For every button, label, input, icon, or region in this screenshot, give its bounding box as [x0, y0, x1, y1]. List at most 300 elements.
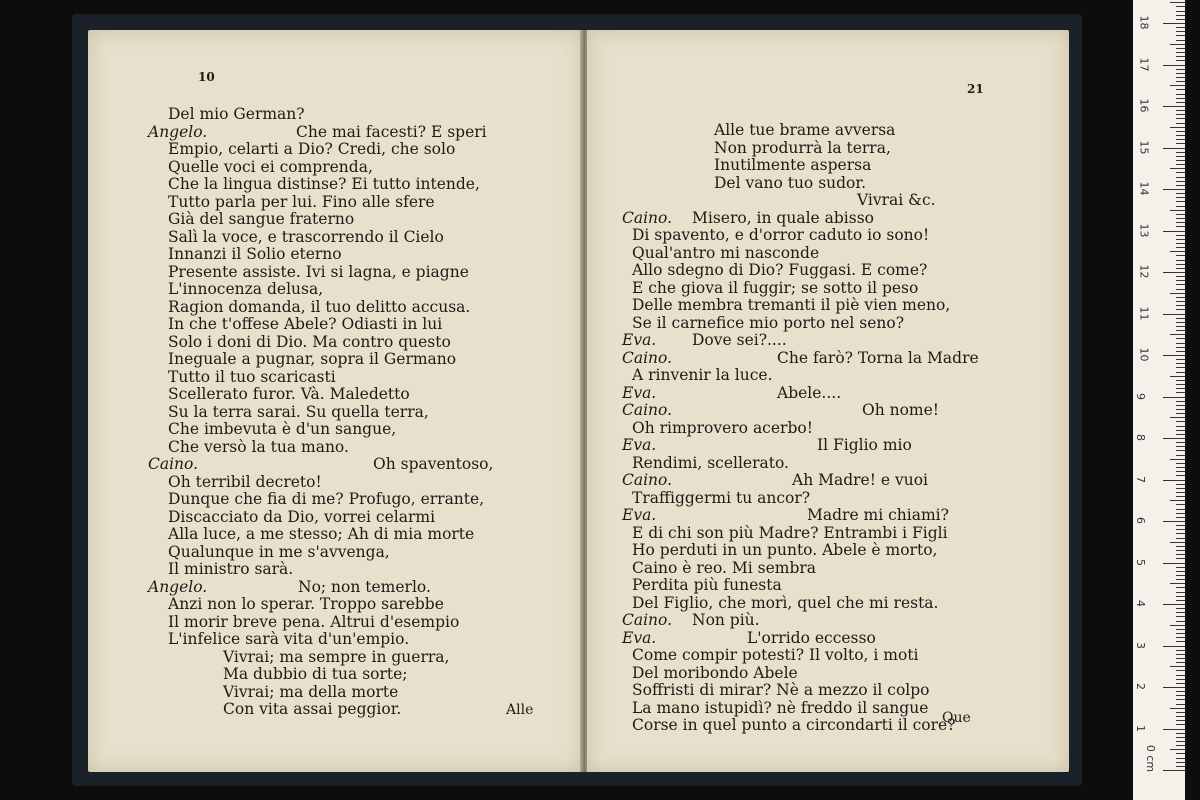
ruler-tick	[1176, 745, 1185, 746]
ruler-tick	[1176, 550, 1185, 551]
ruler-tick	[1176, 426, 1185, 427]
line-text: Non più.	[692, 611, 760, 629]
text-line	[622, 420, 1062, 438]
ruler-tick	[1176, 558, 1185, 559]
ruler-tick	[1170, 251, 1185, 252]
text-line	[622, 437, 1062, 455]
line-text: E di chi son più Madre? Entrambi i Figli	[632, 523, 948, 542]
ruler-tick	[1176, 201, 1185, 202]
line-text: Con vita assai peggior.	[223, 700, 402, 718]
ruler-tick	[1176, 359, 1185, 360]
ruler-tick	[1176, 762, 1185, 763]
ruler-tick	[1176, 110, 1185, 111]
line-text: Ragion domanda, il tuo delitto accusa.	[168, 297, 471, 316]
ruler-number: 17	[1137, 57, 1151, 71]
text-line	[622, 297, 1062, 315]
ruler-number: 15	[1137, 140, 1151, 154]
ruler-tick	[1176, 596, 1185, 597]
ruler-tick	[1176, 123, 1185, 124]
ruler-tick	[1176, 517, 1185, 518]
ruler-tick	[1163, 397, 1185, 398]
line-text: Ho perduti in un punto. Abele è morto,	[632, 541, 938, 559]
ruler-number: 1	[1134, 724, 1147, 732]
ruler-tick	[1176, 6, 1185, 7]
text-line	[168, 596, 628, 614]
line-text: Come compir potesti? Il volto, i moti	[632, 646, 919, 664]
ruler-tick	[1176, 538, 1185, 539]
ruler-tick	[1176, 475, 1185, 476]
speaker-name: Caino.	[622, 348, 673, 367]
ruler-tick	[1176, 450, 1185, 451]
ruler-tick	[1176, 367, 1185, 368]
ruler-tick	[1176, 533, 1185, 534]
line-text: Che la lingua distinse? Ei tutto intende,	[168, 175, 480, 193]
line-text: Traffiggermi tu ancor?	[632, 488, 811, 507]
ruler-tick	[1170, 210, 1185, 211]
ruler-tick	[1163, 480, 1185, 481]
ruler-number: 11	[1137, 306, 1151, 320]
ruler-tick	[1176, 546, 1185, 547]
ruler-tick	[1176, 143, 1185, 144]
ruler-tick	[1176, 587, 1185, 588]
ruler-tick	[1176, 695, 1185, 696]
text-line	[622, 717, 1062, 735]
ruler-tick	[1176, 330, 1185, 331]
ruler-tick	[1176, 409, 1185, 410]
text-line	[148, 577, 628, 597]
text-line	[148, 455, 628, 474]
ruler-tick	[1176, 11, 1185, 12]
ruler-tick	[1176, 600, 1185, 601]
line-text: Quelle voci ei comprenda,	[168, 157, 373, 176]
line-text: Ah Madre! e vuoi	[792, 471, 929, 489]
text-line	[168, 264, 628, 282]
speaker-name: Angelo.	[148, 122, 208, 141]
ruler-number: 6	[1134, 517, 1147, 524]
ruler-tick	[1176, 654, 1185, 655]
text-line	[622, 280, 1062, 298]
text-line	[622, 157, 1062, 175]
ruler-tick	[1176, 471, 1185, 472]
ruler-tick	[1176, 156, 1185, 157]
ruler-tick	[1176, 118, 1185, 119]
ruler-tick	[1176, 608, 1185, 609]
ruler-tick	[1176, 172, 1185, 173]
speaker-name: Eva.	[622, 506, 657, 524]
ruler-tick	[1176, 641, 1185, 642]
ruler-tick	[1163, 106, 1185, 107]
ruler-tick	[1170, 625, 1185, 626]
ruler-tick	[1176, 214, 1185, 215]
line-text: Vivrai; ma sempre in guerra,	[223, 647, 450, 666]
text-line	[622, 472, 1062, 490]
ruler-tick	[1176, 193, 1185, 194]
line-text: L'orrido eccesso	[747, 628, 876, 647]
line-text: Scellerato furor. Và. Maledetto	[168, 385, 410, 403]
text-line	[168, 106, 628, 124]
text-line	[168, 649, 628, 667]
ruler-tick	[1176, 455, 1185, 456]
ruler-tick	[1176, 89, 1185, 90]
line-text: Del mio German?	[168, 105, 305, 123]
speaker-name: Caino.	[622, 611, 673, 629]
line-text: Misero, in quale abisso	[692, 208, 874, 227]
ruler-number: 16	[1137, 98, 1151, 113]
ruler-tick	[1176, 413, 1185, 414]
line-text: No; non temerlo.	[298, 577, 431, 596]
text-line	[622, 315, 1062, 333]
line-text: Già del sangue fraterno	[168, 210, 355, 228]
ruler-tick	[1176, 567, 1185, 568]
speaker-name: Caino.	[148, 455, 199, 473]
text-line	[622, 350, 1062, 368]
ruler-tick	[1176, 69, 1185, 70]
line-text: Qual'antro mi nasconde	[632, 243, 820, 262]
speaker-name: Angelo.	[148, 577, 208, 596]
ruler-tick	[1170, 293, 1185, 294]
ruler-number: 18	[1137, 15, 1151, 30]
ruler-tick	[1176, 575, 1185, 576]
ruler-tick	[1163, 604, 1185, 605]
ruler-tick	[1176, 741, 1185, 742]
line-text: Alle tue brame avversa	[714, 121, 896, 139]
ruler-tick	[1163, 65, 1185, 66]
line-text: Solo i doni di Dio. Ma contro questo	[168, 332, 451, 351]
ruler-tick	[1176, 496, 1185, 497]
ruler-tick	[1176, 691, 1185, 692]
ruler-tick	[1176, 724, 1185, 725]
ruler-tick	[1163, 355, 1185, 356]
ruler-tick	[1176, 612, 1185, 613]
ruler-tick	[1176, 616, 1185, 617]
ruler-number: 13	[1137, 223, 1151, 237]
line-text: Che farò? Torna la Madre	[777, 348, 979, 367]
ruler-tick	[1176, 235, 1185, 236]
line-text: Oh nome!	[862, 401, 940, 419]
line-text: Vivrai; ma della morte	[223, 682, 399, 701]
line-text: Oh terribil decreto!	[168, 472, 322, 491]
ruler-tick	[1163, 272, 1185, 273]
ruler-tick	[1176, 579, 1185, 580]
ruler-number: 7	[1134, 475, 1147, 483]
text-line	[168, 229, 628, 247]
speaker-name: Caino.	[622, 471, 673, 489]
ruler-tick	[1176, 766, 1185, 767]
ruler-tick	[1176, 372, 1185, 373]
ruler-tick	[1176, 758, 1185, 759]
ruler-tick	[1176, 434, 1185, 435]
ruler-tick	[1176, 40, 1185, 41]
ruler-tick	[1176, 247, 1185, 248]
text-line	[168, 439, 628, 457]
line-text: Il morir breve pena. Altrui d'esempio	[168, 612, 460, 631]
line-text: Alla luce, a me stesso; Ah di mia morte	[168, 525, 475, 543]
ruler-tick	[1176, 633, 1185, 634]
line-text: Corse in quel punto a circondarti il core?	[632, 716, 956, 734]
text-line	[168, 421, 628, 439]
ruler-tick	[1176, 131, 1185, 132]
ruler-number: 4	[1134, 600, 1147, 607]
text-line	[168, 561, 628, 579]
ruler-tick	[1176, 363, 1185, 364]
text-line	[622, 122, 1062, 140]
ruler-tick	[1170, 44, 1185, 45]
line-text: La mano istupidì? nè freddo il sangue	[632, 698, 929, 717]
line-text: Del Figlio, che morì, quel che mi resta.	[632, 593, 939, 612]
ruler-tick	[1170, 666, 1185, 667]
ruler-tick	[1176, 737, 1185, 738]
ruler-tick	[1176, 73, 1185, 74]
text-line	[622, 490, 1062, 508]
ruler-tick	[1176, 243, 1185, 244]
ruler-tick	[1176, 405, 1185, 406]
line-text: Oh rimprovero acerbo!	[632, 418, 813, 437]
ruler-tick	[1176, 753, 1185, 754]
ruler-tick	[1176, 338, 1185, 339]
text-line	[622, 647, 1062, 665]
ruler-tick	[1176, 160, 1185, 161]
ruler-number: 3	[1134, 641, 1147, 649]
ruler-tick	[1176, 297, 1185, 298]
right-page	[587, 30, 1069, 772]
line-text: Del moribondo Abele	[632, 663, 798, 682]
speaker-name: Eva.	[622, 628, 657, 647]
ruler-tick	[1176, 48, 1185, 49]
line-text: Discacciato da Dio, vorrei celarmi	[168, 507, 436, 526]
line-text: Vivrai &c.	[857, 191, 936, 209]
ruler-number: 9	[1134, 392, 1147, 400]
line-text: Di spavento, e d'orror caduto io sono!	[632, 226, 930, 244]
text-line	[168, 701, 628, 719]
ruler-tick	[1176, 264, 1185, 265]
line-text: Allo sdegno di Dio? Fuggasi. E come?	[632, 261, 928, 279]
ruler-tick	[1176, 343, 1185, 344]
ruler-tick	[1176, 98, 1185, 99]
ruler-tick	[1176, 683, 1185, 684]
line-text: E che giova il fuggir; se sotto il peso	[632, 278, 919, 297]
text-line	[622, 227, 1062, 245]
text-line	[168, 544, 628, 562]
right-text-block	[622, 122, 1062, 735]
page-number-right: 21	[967, 82, 984, 96]
ruler-tick	[1176, 19, 1185, 20]
ruler-tick	[1176, 442, 1185, 443]
page-number-left: 10	[198, 70, 215, 84]
ruler-tick	[1176, 260, 1185, 261]
catchword-left: Alle	[506, 702, 534, 718]
text-line	[148, 122, 628, 142]
ruler-tick	[1176, 164, 1185, 165]
ruler-tick	[1176, 484, 1185, 485]
ruler-tick	[1176, 421, 1185, 422]
ruler-tick	[1176, 218, 1185, 219]
ruler-tick	[1176, 525, 1185, 526]
ruler-tick	[1176, 60, 1185, 61]
line-text: Dunque che fia di me? Profugo, errante,	[168, 490, 485, 508]
ruler-tick	[1176, 326, 1185, 327]
ruler-tick	[1176, 197, 1185, 198]
ruler-tick	[1176, 322, 1185, 323]
line-text: Soffristi di mirar? Nè a mezzo il colpo	[632, 681, 930, 699]
text-line	[622, 630, 1062, 648]
ruler-tick	[1163, 729, 1185, 730]
ruler-tick	[1176, 276, 1185, 277]
ruler-tick	[1163, 189, 1185, 190]
line-text: Madre mi chiami?	[807, 506, 949, 524]
line-text: Non produrrà la terra,	[714, 138, 891, 157]
ruler-tick	[1176, 206, 1185, 207]
text-line	[622, 507, 1062, 525]
ruler-tick	[1176, 384, 1185, 385]
ruler-tick	[1176, 52, 1185, 53]
text-line	[168, 211, 628, 229]
line-text: Che mai facesti? E speri	[296, 122, 487, 141]
line-text: Oh spaventoso,	[373, 455, 494, 473]
ruler-tick	[1163, 563, 1185, 564]
text-line	[622, 682, 1062, 700]
text-line	[168, 316, 628, 334]
text-line	[168, 194, 628, 212]
ruler-tick	[1176, 27, 1185, 28]
text-line	[168, 334, 628, 352]
ruler-tick	[1176, 571, 1185, 572]
ruler-tick	[1176, 670, 1185, 671]
line-text: A rinvenir la luce.	[632, 366, 773, 384]
text-line	[168, 491, 628, 509]
ruler-tick	[1176, 699, 1185, 700]
measuring-ruler	[1133, 0, 1185, 800]
ruler-tick	[1176, 305, 1185, 306]
text-line	[168, 246, 628, 264]
line-text: Qualunque in me s'avvenga,	[168, 542, 390, 561]
ruler-tick	[1163, 231, 1185, 232]
line-text: Empio, celarti a Dio? Credi, che solo	[168, 140, 456, 158]
line-text: Che imbevuta è d'un sangue,	[168, 420, 397, 438]
ruler-tick	[1176, 662, 1185, 663]
text-line	[168, 159, 628, 177]
ruler-number: 14	[1137, 181, 1151, 196]
text-line	[622, 385, 1062, 403]
line-text: Caino è reo. Mi sembra	[632, 558, 817, 577]
text-line	[622, 577, 1062, 595]
speaker-name: Caino.	[622, 401, 673, 419]
ruler-tick	[1176, 318, 1185, 319]
text-line	[622, 210, 1062, 228]
text-line	[168, 666, 628, 684]
ruler-tick	[1176, 509, 1185, 510]
ruler-tick	[1170, 500, 1185, 501]
speaker-name: Eva.	[622, 436, 657, 454]
ruler-tick	[1176, 81, 1185, 82]
line-text: Se il carnefice mio porto nel seno?	[632, 313, 905, 332]
text-line	[622, 612, 1062, 630]
text-line	[622, 700, 1062, 718]
ruler-tick	[1163, 23, 1185, 24]
line-text: Su la terra sarai. Su quella terra,	[168, 402, 429, 421]
line-text: Del vano tuo sudor.	[714, 173, 867, 192]
ruler-tick	[1176, 529, 1185, 530]
left-page	[88, 30, 582, 772]
ruler-number: 12	[1137, 264, 1151, 279]
ruler-tick	[1176, 637, 1185, 638]
line-text: Abele....	[777, 383, 842, 402]
ruler-tick	[1170, 542, 1185, 543]
ruler-number: 2	[1134, 683, 1147, 690]
ruler-number: 8	[1134, 434, 1147, 441]
text-line	[168, 176, 628, 194]
ruler-tick	[1176, 592, 1185, 593]
speaker-name: Eva.	[622, 331, 657, 349]
left-text-block	[148, 105, 628, 719]
text-line	[622, 192, 1062, 210]
ruler-tick	[1176, 15, 1185, 16]
text-line	[622, 542, 1062, 560]
ruler-tick	[1176, 94, 1185, 95]
ruler-tick	[1170, 417, 1185, 418]
text-line	[168, 299, 628, 317]
ruler-tick	[1176, 347, 1185, 348]
ruler-tick	[1176, 139, 1185, 140]
ruler-tick	[1170, 583, 1185, 584]
ruler-tick	[1176, 31, 1185, 32]
text-line	[168, 404, 628, 422]
ruler-tick	[1176, 102, 1185, 103]
text-line	[622, 665, 1062, 683]
text-line	[622, 595, 1062, 613]
speaker-name: Eva.	[622, 383, 657, 402]
ruler-number: 5	[1134, 558, 1147, 566]
text-line	[168, 614, 628, 632]
line-text: Rendimi, scellerato.	[632, 453, 789, 472]
text-line	[168, 474, 628, 492]
ruler-tick	[1176, 388, 1185, 389]
line-text: Tutto parla per lui. Fino alle sfere	[168, 192, 435, 211]
ruler-tick	[1176, 226, 1185, 227]
text-line	[622, 560, 1062, 578]
ruler-tick	[1176, 181, 1185, 182]
ruler-tick	[1176, 629, 1185, 630]
text-line	[168, 509, 628, 527]
ruler-tick	[1176, 463, 1185, 464]
line-text: Tutto il tuo scaricasti	[168, 367, 336, 386]
ruler-tick	[1176, 679, 1185, 680]
ruler-tick	[1176, 513, 1185, 514]
ruler-tick	[1170, 85, 1185, 86]
line-text: Salì la voce, e trascorrendo il Cielo	[168, 227, 444, 246]
ruler-tick	[1163, 438, 1185, 439]
ruler-tick	[1163, 148, 1185, 149]
ruler-tick	[1170, 168, 1185, 169]
ruler-tick	[1176, 675, 1185, 676]
ruler-tick	[1176, 185, 1185, 186]
ruler-tick	[1176, 704, 1185, 705]
text-line	[168, 281, 628, 299]
ruler-tick	[1176, 35, 1185, 36]
ruler-tick	[1170, 708, 1185, 709]
ruler-tick	[1176, 446, 1185, 447]
line-text: Innanzi il Solio eterno	[168, 245, 342, 263]
ruler-tick	[1176, 467, 1185, 468]
line-text: Delle membra tremanti il piè vien meno,	[632, 296, 951, 314]
text-line	[622, 455, 1062, 473]
line-text: Ineguale a pugnar, sopra il Germano	[168, 350, 457, 368]
ruler-tick	[1176, 658, 1185, 659]
ruler-tick	[1163, 314, 1185, 315]
ruler-tick	[1176, 401, 1185, 402]
ruler-tick	[1176, 380, 1185, 381]
line-text: Il Figlio mio	[817, 436, 912, 454]
text-line	[622, 262, 1062, 280]
